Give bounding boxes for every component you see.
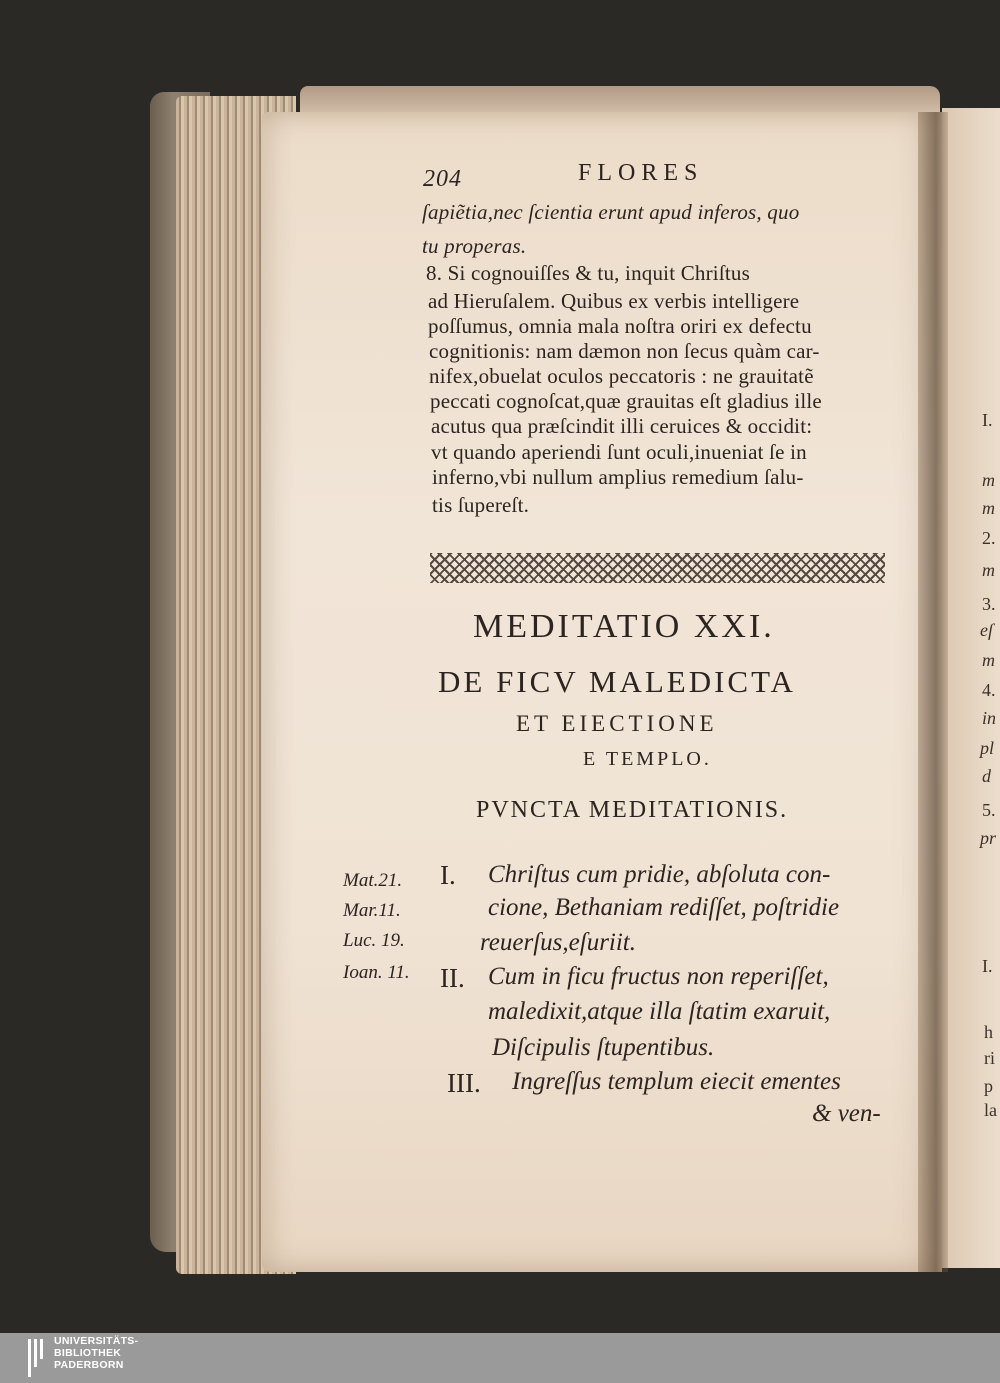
library-logo-text: [54, 1335, 138, 1371]
logo-text-line: PADERBORN: [54, 1359, 124, 1371]
point-line: Ingreſſus templum eiecit ementes: [512, 1068, 841, 1095]
meditation-subtitle: DE FICV MALEDICTA: [438, 664, 796, 699]
point-line: Diſcipulis ſtupentibus.: [492, 1034, 715, 1061]
logo-text-line: UNIVERSITÄTS-: [54, 1335, 139, 1347]
text-line: ſapiẽtia,nec ſcientia erunt apud inferos, quo: [422, 200, 800, 224]
point-line: cione, Bethaniam rediſſet, poſtridie: [488, 894, 840, 921]
facing-page-fragment: m: [982, 560, 995, 580]
logo-text-line: BIBLIOTHEK: [54, 1347, 122, 1359]
margin-reference: Ioan. 11.: [343, 962, 410, 983]
facing-page-fragment: pr: [980, 828, 997, 848]
library-logo-icon: [28, 1339, 48, 1377]
facing-page-fragment: 3.: [982, 594, 996, 614]
point-number: III.: [447, 1068, 481, 1098]
facing-page-fragment: pl: [980, 738, 995, 758]
margin-reference: Mar.11.: [343, 900, 401, 921]
page-number: 204: [423, 166, 462, 192]
facing-page-fragment: la: [984, 1100, 997, 1120]
meditation-subtitle-2: ET EIECTIONE: [516, 711, 718, 736]
text-line: inferno,vbi nullum amplius remedium ſalu-: [432, 465, 804, 489]
text-line: peccati cognoſcat,quæ grauitas eſt gladius ille: [430, 389, 822, 413]
facing-page-fragment: m: [982, 650, 995, 670]
footer-bar: [0, 1333, 1000, 1383]
facing-page-fragment: ri: [984, 1048, 995, 1068]
facing-page-fragment: m: [982, 498, 995, 518]
facing-page-fragment: h: [984, 1022, 993, 1042]
facing-page-fragment: eſ: [980, 620, 993, 640]
margin-reference: Luc. 19.: [343, 930, 405, 951]
text-line: nifex,obuelat oculos peccatoris : ne grauitatẽ: [429, 364, 814, 388]
book-gutter: [918, 112, 948, 1272]
facing-page-fragment: I.: [982, 956, 993, 976]
meditation-title: MEDITATIO XXI.: [473, 608, 775, 645]
meditation-subtitle-3: E TEMPLO.: [583, 748, 712, 770]
margin-reference: Mat.21.: [343, 870, 403, 891]
facing-page-fragment: 4.: [982, 680, 996, 700]
point-line: Chriſtus cum pridie, abſoluta con-: [488, 861, 831, 888]
point-number: II.: [440, 963, 465, 993]
text-line: vt quando aperiendi ſunt oculi,inueniat ſe in: [431, 440, 807, 464]
text-line: 8. Si cognouiſſes & tu, inquit Chriſtus: [426, 261, 750, 285]
ornamental-divider: [430, 553, 885, 583]
facing-page-fragment: m: [982, 470, 995, 490]
facing-page-fragment: p: [984, 1076, 993, 1096]
text-line: cognitionis: nam dæmon non ſecus quàm car-: [429, 339, 820, 363]
point-line: Cum in ficu fructus non reperiſſet,: [488, 963, 829, 990]
text-line: tu properas.: [422, 234, 527, 258]
text-line: poſſumus, omnia mala noſtra oriri ex defectu: [428, 314, 812, 338]
point-line: reuerſus,eſuriit.: [480, 929, 637, 956]
facing-page-fragment: 2.: [982, 528, 996, 548]
text-line: tis ſupereſt.: [432, 493, 530, 517]
facing-page-fragment: in: [982, 708, 997, 728]
point-number: I.: [440, 860, 456, 890]
text-line: acutus qua præſcindit illi ceruices & occidit:: [431, 414, 813, 438]
facing-page-fragment: d: [982, 766, 991, 786]
text-line: ad Hieruſalem. Quibus ex verbis intelligere: [428, 289, 800, 313]
facing-page-fragment: 5.: [982, 800, 996, 820]
point-line: maledixit,atque illa ſtatim exaruit,: [488, 998, 831, 1025]
section-heading: PVNCTA MEDITATIONIS.: [476, 797, 789, 823]
running-head: FLORES: [578, 160, 704, 186]
point-line: & ven-: [812, 1100, 881, 1127]
facing-page-fragment: I.: [982, 410, 993, 430]
